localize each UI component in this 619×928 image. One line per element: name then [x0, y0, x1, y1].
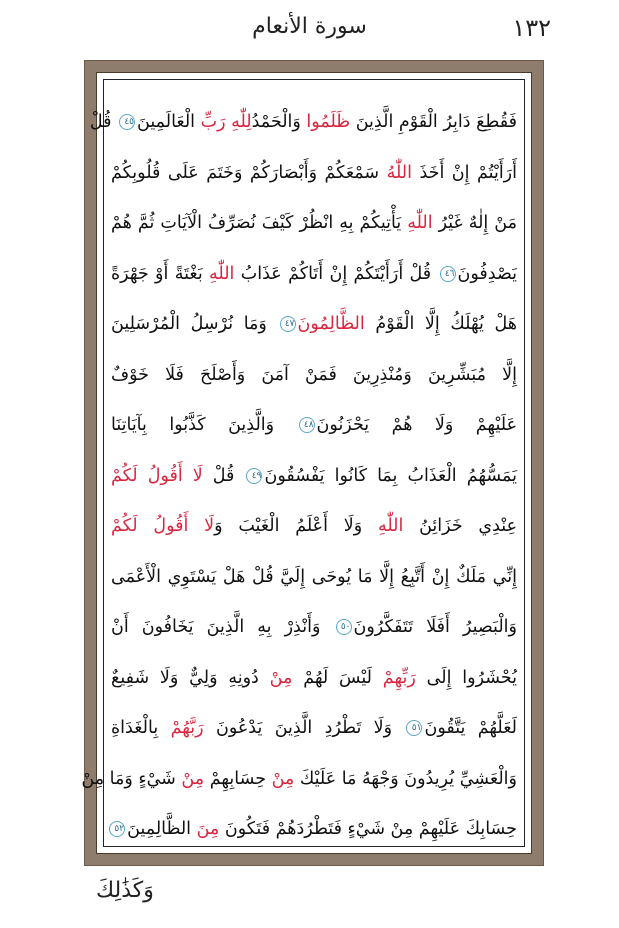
verse-line: [89, 97, 517, 148]
page-frame: [81, 60, 544, 866]
surah-title: سورة الأنعام: [252, 14, 367, 39]
verse-text: وَمَا نُرْسِلُ الْمُرْسَلِينَ: [111, 314, 278, 334]
highlighted-word: ظَلَمُوا: [306, 112, 351, 132]
verse-text: وَالَّذِينَ كَذَّبُوا بِآيَاتِنَا: [111, 415, 297, 435]
verse-text: وَالْبَصِيرُ أَفَلَا تَتَفَكَّرُونَ: [353, 617, 517, 637]
verse-text: أَرَأَيْتُمْ إِنْ أَخَذَ: [411, 162, 517, 183]
verse-line: [111, 602, 517, 653]
verse-text: يَأْتِيكُمْ بِهِ انْظُرْ كَيْفَ نُصَرِّفُ الْآيَاتِ ثُمَّ هُمْ: [111, 213, 408, 233]
verse-text: الْعَالَمِينَ: [137, 112, 201, 132]
ayah-number-marker: ٤٨: [299, 417, 315, 433]
verse-line: [111, 653, 517, 704]
highlighted-word: لِلّٰهِ رَبِّ: [200, 112, 252, 132]
verse-text: سَمْعَكُمْ وَأَبْصَارَكُمْ وَخَتَمَ عَلَى قُلُوبِكُمْ: [111, 162, 387, 183]
verse-text: لَعَلَّهُمْ يَتَّقُونَ: [424, 718, 518, 738]
catchword: وَكَذَٰلِكَ: [96, 878, 154, 903]
verse-text: الظَّالِمِينَ: [127, 819, 197, 839]
verse-text: هَلْ يُهْلَكُ إِلَّا الْقَوْمُ: [364, 314, 517, 334]
verse-text: بِالْغَدَاةِ: [111, 718, 171, 738]
ayah-number-marker: ٤٧: [280, 316, 296, 332]
verse-line: [111, 148, 517, 199]
verse-text: وَالْعَشِيِّ يُرِيدُونَ وَجْهَهُ مَا عَلَيْكَ: [294, 768, 517, 789]
ayah-number-marker: ٤٩: [246, 468, 262, 484]
verse-line: [111, 451, 517, 502]
verse-line: [111, 703, 517, 754]
verse-text: يَمَسُّهُمُ الْعَذَابُ بِمَا كَانُوا يَفْسُقُونَ: [264, 465, 518, 486]
verse-line: [111, 804, 517, 855]
highlighted-word: اللّٰهِ: [209, 263, 235, 284]
highlighted-word: مِنْ: [181, 768, 205, 789]
verse-text: حِسَابِهِمْ: [204, 768, 272, 789]
highlighted-word: اللّٰهُ: [386, 162, 412, 183]
highlighted-word: اللّٰهِ: [377, 516, 404, 536]
page-header: [40, 8, 579, 48]
ayah-number-marker: ٥٢: [109, 821, 125, 837]
ayah-number-marker: ٤٥: [119, 114, 135, 130]
verse-text: دُونِهِ وَلِيٌّ وَلَا شَفِيعٌ: [111, 667, 270, 688]
highlighted-word: اللّٰهِ: [407, 213, 433, 233]
verse-text: عِنْدِي خَزَائِنُ: [403, 516, 518, 536]
verse-text: يُحْشَرُوا إِلَى: [415, 667, 517, 688]
verse-text: وَلَا أَعْلَمُ الْغَيْبَ وَ: [214, 516, 378, 536]
verse-line: [111, 198, 517, 249]
highlighted-word: لَا أَقُولُ لَكُمْ: [111, 465, 203, 486]
highlighted-word: مِنْ: [271, 768, 295, 789]
page-number: ١٣٢: [512, 14, 551, 42]
verse-text: فَقُطِعَ دَابِرُ الْقَوْمِ الَّذِينَ: [350, 112, 517, 132]
verse-text: وَأَنْذِرْ بِهِ الَّذِينَ يَخَافُونَ أَنْ: [111, 617, 334, 637]
verse-text: وَالْحَمْدُ: [251, 112, 307, 132]
verse-text: إِنِّي مَلَكٌ إِنْ أَتَّبِعُ إِلَّا مَا يُوحَى إِلَيَّ قُلْ هَلْ يَسْتَوِي الْأَعْمَى: [111, 566, 517, 587]
verse-text: شَيْءٍ وَمَا مِنْ: [81, 768, 182, 789]
highlighted-word: مِنْ: [269, 667, 293, 688]
verse-text: مَنْ إِلٰهٌ غَيْرُ: [432, 213, 517, 233]
verse-line: [111, 501, 517, 552]
highlighted-word: مِنَ: [196, 819, 220, 839]
verse-text: عَلَيْهِمْ وَلَا هُمْ يَحْزَنُونَ: [316, 415, 518, 435]
highlighted-word: لَا أَقُولُ لَكُمْ: [111, 516, 215, 536]
verse-line: [111, 552, 517, 603]
highlighted-word: الظَّالِمُونَ: [297, 314, 365, 334]
verse-line: [111, 400, 517, 451]
highlighted-word: رَبِّهِمْ: [382, 667, 416, 688]
verse-line: [111, 249, 517, 300]
highlighted-word: رَبَّهُمْ: [170, 718, 204, 738]
ayah-number-marker: ٤٦: [440, 266, 456, 282]
text-panel: [81, 72, 532, 854]
ayah-number-marker: ٥٠: [336, 619, 352, 635]
verse-text: لَيْسَ لَهُمْ: [292, 667, 383, 688]
verse-text: بَغْتَةً أَوْ جَهْرَةً: [111, 263, 210, 284]
verse-text-area: [81, 97, 518, 839]
verse-text: حِسَابِكَ عَلَيْهِمْ مِنْ شَيْءٍ فَتَطْرُدَهُمْ فَتَكُونَ: [219, 819, 517, 839]
verse-text: قُلْ: [202, 465, 245, 486]
verse-text: قُلْ أَرَأَيْتَكُمْ إِنْ أَتَاكُمْ عَذَابُ: [234, 263, 438, 284]
verse-line: [111, 350, 517, 401]
verse-text: إِلَّا مُبَشِّرِينَ وَمُنْذِرِينَ فَمَنْ آمَنَ وَأَصْلَحَ فَلَا خَوْفٌ: [111, 364, 517, 385]
verse-line: [81, 754, 517, 805]
verse-text: قُلْ: [89, 112, 118, 132]
ayah-number-marker: ٥١: [406, 720, 422, 736]
verse-text: وَلَا تَطْرُدِ الَّذِينَ يَدْعُونَ: [203, 718, 405, 738]
verse-line: [111, 299, 517, 350]
verse-text: يَصْدِفُونَ: [457, 263, 517, 284]
